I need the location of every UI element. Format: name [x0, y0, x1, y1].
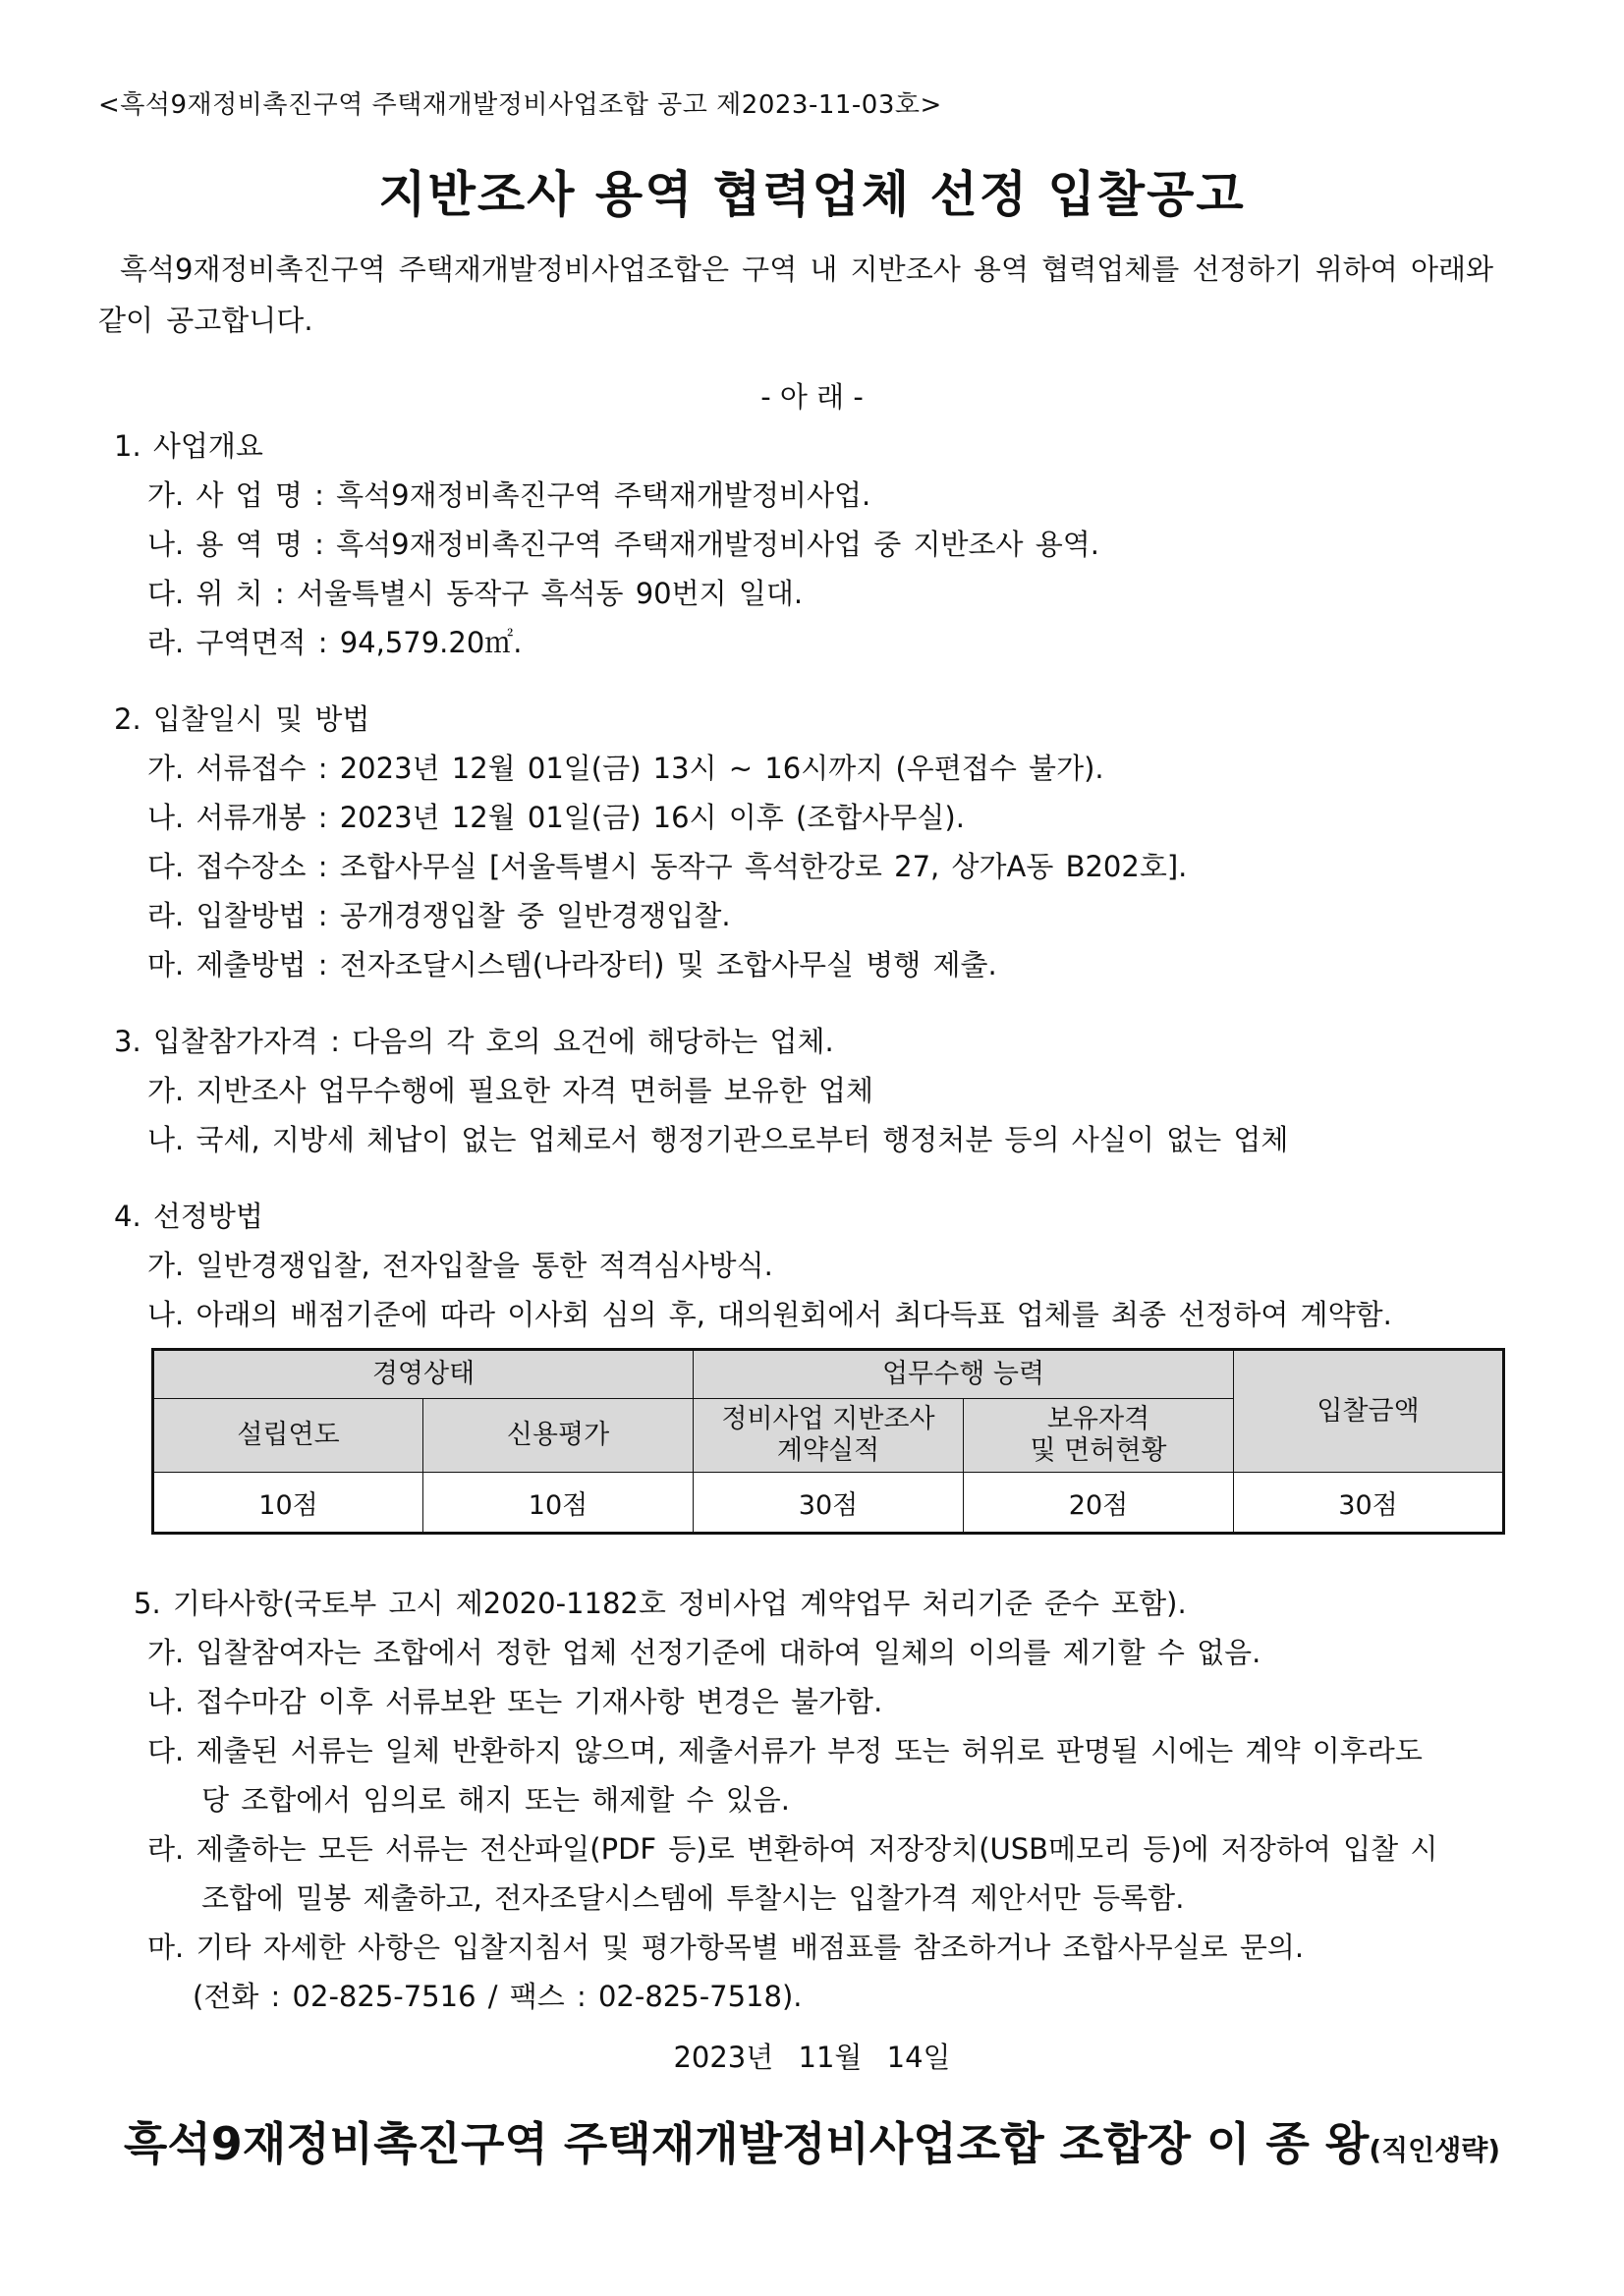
score-cell: 30점: [1234, 1473, 1504, 1534]
section2-item: 가. 서류접수 : 2023년 12월 01일(금) 13시 ~ 16시까지 (우편접수 불가).: [147, 752, 1104, 785]
table-header-line: 계약실적: [776, 1435, 880, 1466]
below-marker: - 아 래 -: [760, 380, 864, 414]
table-row: [153, 1473, 1504, 1534]
section2-item: 다. 접수장소 : 조합사무실 [서울특별시 동작구 흑석한강로 27, 상가A동 B202호].: [147, 850, 1188, 883]
table-header-line: 정비사업 지반조사: [721, 1404, 935, 1434]
section4-item: 나. 아래의 배점기준에 따라 이사회 심의 후, 대의원회에서 최다득표 업체를 최종 선정하여 계약함.: [147, 1298, 1392, 1331]
section2-item: 나. 서류개봉 : 2023년 12월 01일(금) 16시 이후 (조합사무실).: [147, 801, 965, 834]
section1-heading: 1. 사업개요: [114, 429, 263, 463]
section5-item: 라. 제출하는 모든 서류는 전산파일(PDF 등)로 변환하여 저장장치(USB메모리 등)에 저장하여 입찰 시: [147, 1832, 1438, 1866]
section5-item: 나. 접수마감 이후 서류보완 또는 기재사항 변경은 불가함.: [147, 1685, 883, 1718]
score-table: [151, 1348, 1505, 1535]
section3-item: 가. 지반조사 업무수행에 필요한 자격 면허를 보유한 업체: [147, 1074, 874, 1107]
signature-line: [0, 2108, 1624, 2173]
section2-heading: 2. 입찰일시 및 방법: [114, 702, 370, 736]
table-header-license: [964, 1399, 1234, 1473]
section2-item: 라. 입찰방법 : 공개경쟁입찰 중 일반경쟁입찰.: [147, 899, 731, 932]
section3-item: 나. 국세, 지방세 체납이 없는 업체로서 행정기관으로부터 행정처분 등의 사실이 없는 업체: [147, 1123, 1289, 1156]
page-title: 지반조사 용역 협력업체 선정 입찰공고: [378, 166, 1246, 223]
section3-heading: 3. 입찰참가자격 : 다음의 각 호의 요건에 해당하는 업체.: [114, 1025, 834, 1058]
signature-text: 흑석9재정비촉진구역 주택재개발정비사업조합 조합장 이 종 왕: [123, 2117, 1370, 2170]
table-header-line: 및 면허현황: [1030, 1435, 1167, 1466]
table-header-management: 경영상태: [153, 1350, 694, 1399]
section1-item: 나. 용 역 명 : 흑석9재정비촉진구역 주택재개발정비사업 중 지반조사 용역.: [147, 528, 1100, 561]
table-header-line: 보유자격: [1046, 1404, 1150, 1434]
score-cell: 10점: [153, 1473, 423, 1534]
table-header-credit-rating: 신용평가: [423, 1399, 694, 1473]
section5-heading: 5. 기타사항(국토부 고시 제2020-1182호 정비사업 계약업무 처리기준 준수 포함).: [134, 1587, 1187, 1620]
section5-item: 다. 제출된 서류는 일체 반환하지 않으며, 제출서류가 부정 또는 허위로 판명될 시에는 계약 이후라도: [147, 1734, 1423, 1767]
score-cell: 10점: [423, 1473, 694, 1534]
notice-number: <흑석9재정비촉진구역 주택재개발정비사업조합 공고 제2023-11-03호>: [98, 90, 942, 120]
intro-paragraph: 흑석9재정비촉진구역 주택재개발정비사업조합은 구역 내 지반조사 용역 협력업체를 선정하기 위하여 아래와 같이 공고합니다.: [98, 252, 1494, 337]
section1-item: 라. 구역면적 : 94,579.20㎡.: [147, 626, 523, 659]
section5-item: 마. 기타 자세한 사항은 입찰지침서 및 평가항목별 배점표를 참조하거나 조합사무실로 문의.: [147, 1931, 1305, 1964]
contact-info: (전화 : 02-825-7516 / 팩스 : 02-825-7518).: [193, 1980, 803, 2013]
table-header-founding-year: 설립연도: [153, 1399, 423, 1473]
notice-date: 2023년 11월 14일: [673, 2041, 951, 2074]
section5-item-continuation: 조합에 밀봉 제출하고, 전자조달시스템에 투찰시는 입찰가격 제안서만 등록함.: [201, 1881, 1185, 1915]
section4-heading: 4. 선정방법: [114, 1200, 263, 1233]
score-cell: 20점: [964, 1473, 1234, 1534]
section1-item: 다. 위 치 : 서울특별시 동작구 흑석동 90번지 일대.: [147, 577, 804, 610]
section2-item: 마. 제출방법 : 전자조달시스템(나라장터) 및 조합사무실 병행 제출.: [147, 948, 997, 981]
table-header-capability: 업무수행 능력: [694, 1350, 1234, 1399]
section5-item-continuation: 당 조합에서 임의로 해지 또는 해제할 수 있음.: [201, 1783, 790, 1817]
section5-item: 가. 입찰참여자는 조합에서 정한 업체 선정기준에 대하여 일체의 이의를 제기할 수 없음.: [147, 1636, 1261, 1669]
table-header-bid-amount: 입찰금액: [1234, 1350, 1504, 1473]
section1-item: 가. 사 업 명 : 흑석9재정비촉진구역 주택재개발정비사업.: [147, 478, 871, 512]
table-header-contract-record: [694, 1399, 964, 1473]
score-cell: 30점: [694, 1473, 964, 1534]
signature-note: (직인생략): [1369, 2134, 1501, 2166]
section4-item: 가. 일반경쟁입찰, 전자입찰을 통한 적격심사방식.: [147, 1249, 773, 1282]
